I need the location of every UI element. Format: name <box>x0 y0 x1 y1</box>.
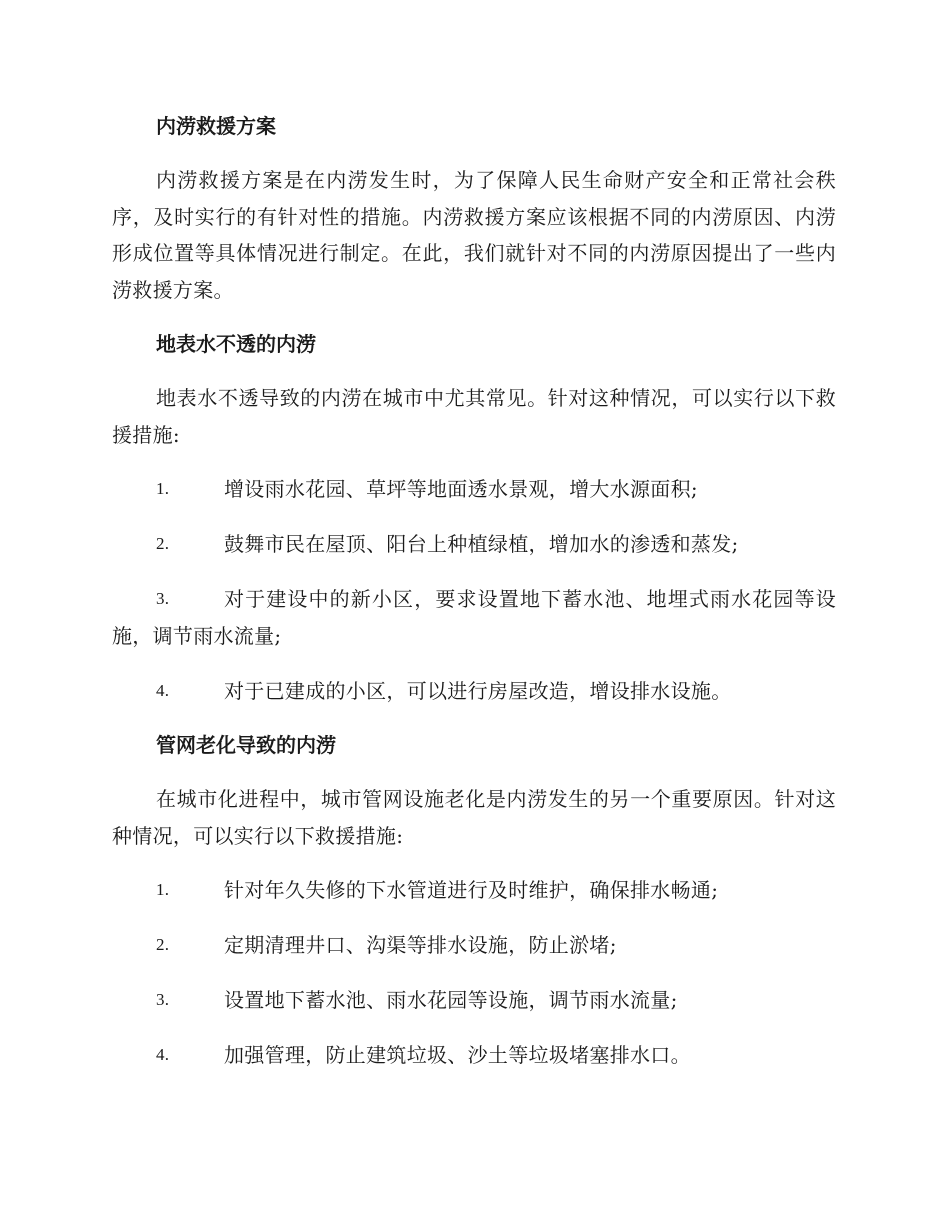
list-item-number: 4. <box>156 680 170 700</box>
list-item <box>112 673 836 710</box>
list-item-number: 3. <box>156 589 170 608</box>
list-item-number: 3. <box>156 990 170 1009</box>
section-paragraph-surface-water: 地表水不透导致的内涝在城市中尤其常见。针对这种情况，可以实行以下救援措施: <box>112 386 836 447</box>
list-item <box>112 1037 836 1074</box>
list-item-number: 1. <box>156 880 170 899</box>
list-item-number: 4. <box>156 1045 170 1064</box>
list-item-text: 对于已建成的小区，可以进行房屋改造，增设排水设施。 <box>224 678 732 703</box>
list-item <box>112 872 836 909</box>
section-heading-rescue-plan: 内涝救援方案 <box>156 114 276 138</box>
list-item <box>112 927 836 964</box>
list-item-text: 对于建设中的新小区，要求设置地下蓄水池、地埋式雨水花园等设施，调节雨水流量; <box>112 587 836 648</box>
measures-list-surface-water <box>112 471 836 709</box>
list-item-number: 2. <box>156 534 170 553</box>
list-item-number: 1. <box>156 479 170 498</box>
section-paragraph-aging-pipes: 在城市化进程中，城市管网设施老化是内涝发生的另一个重要原因。针对这种情况，可以实行以下救援措施: <box>112 787 836 848</box>
list-item-text: 针对年久失修的下水管道进行及时维护，确保排水畅通; <box>224 878 719 902</box>
list-item-text: 设置地下蓄水池、雨水花园等设施，调节雨水流量; <box>224 988 678 1012</box>
list-item-number: 2. <box>156 935 170 954</box>
list-item <box>112 526 836 563</box>
document-body <box>112 108 836 1074</box>
list-item-text: 鼓舞市民在屋顶、阳台上种植绿植，增加水的渗透和蒸发; <box>224 532 739 556</box>
section-heading-aging-pipes: 管网老化导致的内涝 <box>156 733 336 757</box>
list-item <box>112 982 836 1019</box>
list-item-text: 加强管理，防止建筑垃圾、沙土等垃圾堵塞排水口。 <box>224 1043 691 1067</box>
list-item-text: 定期清理井口、沟渠等排水设施，防止淤堵; <box>224 933 617 957</box>
section-paragraph-rescue-plan: 内涝救援方案是在内涝发生时，为了保障人民生命财产安全和正常社会秩序，及时实行的有针对性的措施。内涝救援方案应该根据不同的内涝原因、内涝形成位置等具体情况进行制定。在此，我们就针对不同的内涝原因提出了一些内涝救援方案。 <box>112 168 836 302</box>
list-item-text: 增设雨水花园、草坪等地面透水景观，增大水源面积; <box>224 477 698 501</box>
measures-list-aging-pipes <box>112 872 836 1074</box>
list-item <box>112 581 836 654</box>
section-heading-surface-water: 地表水不透的内涝 <box>156 332 316 356</box>
list-item <box>112 471 836 508</box>
